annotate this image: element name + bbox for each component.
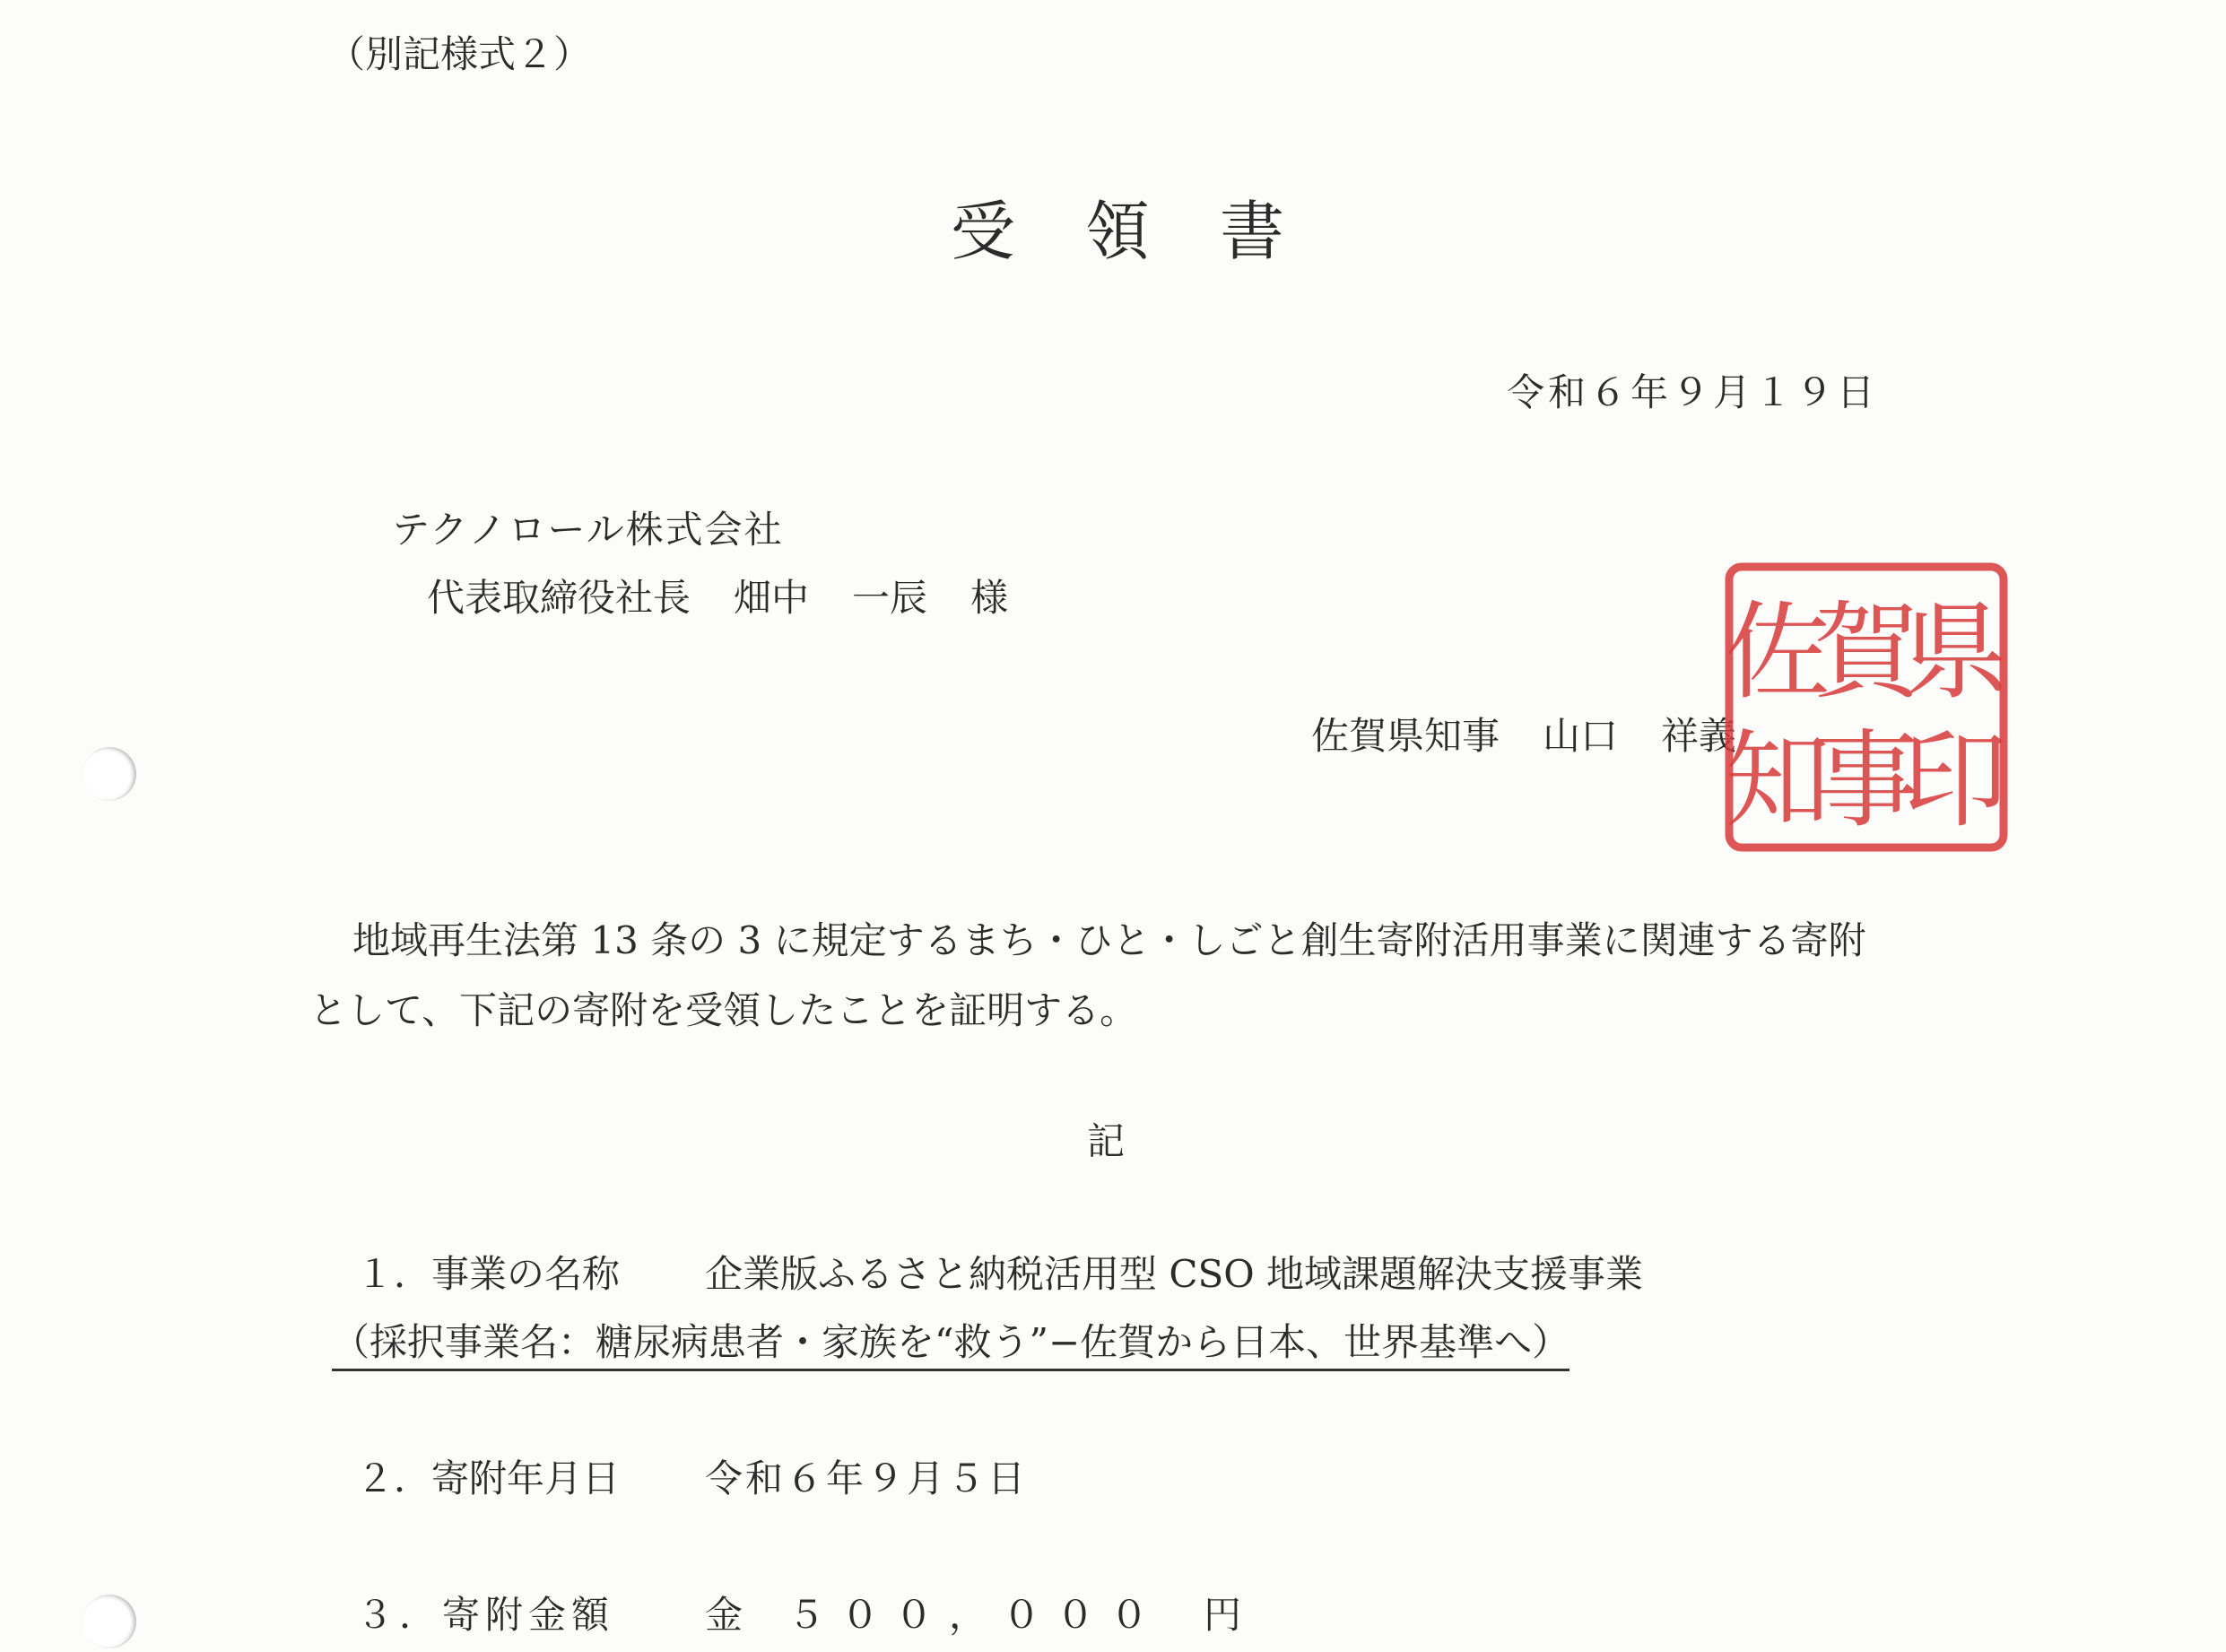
ki-heading: 記 <box>1087 1119 1126 1163</box>
item1-adopted-project-name: （採択事業名：糖尿病患者・家族を“救う”−佐賀から日本、世界基準へ） <box>332 1313 1570 1371</box>
donation-amount: ５００，０００ <box>787 1593 1165 1637</box>
form-number: （別記様式２） <box>327 32 592 76</box>
issuer-position: 佐賀県知事 <box>1311 714 1500 758</box>
punch-hole <box>83 1595 136 1648</box>
item3-label: ３．寄附金額 <box>356 1593 615 1637</box>
seal-char: 佐 <box>1724 590 1831 714</box>
recipient-given-name: 一辰 <box>852 576 928 620</box>
certification-text <box>309 906 1870 1046</box>
document-title <box>951 179 1284 273</box>
recipient-position: 代表取締役社長 <box>427 576 691 620</box>
amount-prefix: 金 <box>705 1593 743 1637</box>
issuer-name <box>1311 707 1736 761</box>
seal-char: 事 <box>1813 718 1920 842</box>
recipient-honorific: 様 <box>970 576 1009 620</box>
item2-value: 令和６年９月５日 <box>705 1456 1029 1500</box>
issue-date: 令和６年９月１９日 <box>1507 370 1879 414</box>
seal-char: 印 <box>1901 718 2009 842</box>
title-char: 書 <box>1220 194 1285 269</box>
seal-char: 賀 <box>1813 590 1920 714</box>
punch-hole <box>83 747 136 801</box>
issuer-surname: 山口 <box>1543 714 1619 758</box>
item2-label: ２．寄附年月日 <box>356 1456 621 1500</box>
item3-value <box>705 1586 1241 1639</box>
recipient-surname: 畑中 <box>734 576 810 620</box>
title-char: 受 <box>951 194 1016 269</box>
item1-label: １．事業の名称 <box>356 1252 621 1296</box>
recipient-name <box>427 569 1008 622</box>
seal-char: 県 <box>1901 590 2009 714</box>
item1-value: 企業版ふるさと納税活用型 CSO 地域課題解決支援事業 <box>705 1252 1644 1296</box>
official-seal <box>1724 561 2009 853</box>
title-char: 領 <box>1085 194 1151 269</box>
seal-char: 知 <box>1724 718 1831 842</box>
recipient-company: テクノロール株式会社 <box>392 508 784 552</box>
issuer-given-name: 祥義 <box>1661 714 1737 758</box>
certification-paragraph: 地域再生法第 13 条の 3 に規定するまち・ひと・しごと創生寄附活用事業に関連する寄附として、下記の寄附を受領したことを証明する。 <box>309 918 1866 1032</box>
amount-unit: 円 <box>1204 1593 1242 1637</box>
